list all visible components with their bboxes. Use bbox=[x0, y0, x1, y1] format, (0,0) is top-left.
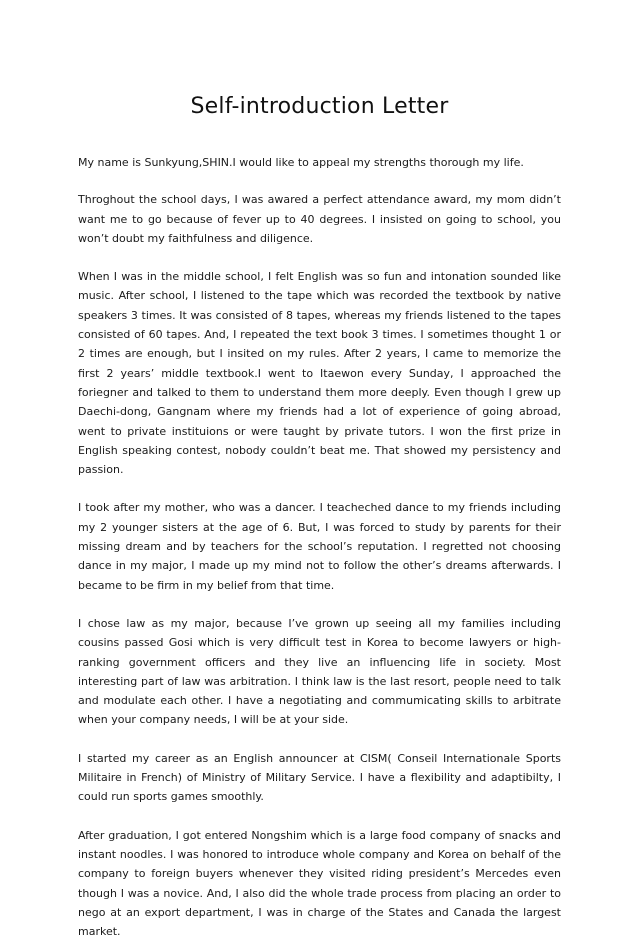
paragraph-middle-school: When I was in the middle school, I felt English was so fun and intonation sounded like music. After school, I listened to the tape which was recorded the textbook by native speakers 3 times. It was consisted of 8 tapes, whereas my friends listened to the tapes consisted of 60 tapes. And, I repeated the text book 3 times. I sometimes thought 1 or 2 times are enough, but I insited on my rules. After 2 years, I came to memorize the first 2 years’ middle textbook.I went to Itaewon every Sunday, I approached the foriegner and talked to them to understand them more deeply. Even though I grew up Daechi-dong, Gangnam where my friends had a lot of experience of going abroad, went to private instituions or were taught by private tutors. I won the first prize in English speaking contest, nobody couldn’t beat me. That showed my persistency and passion. bbox=[78, 270, 561, 477]
paragraph-nongshim: After graduation, I got entered Nongshim which is a large food company of snacks and instant noodles. I was honored to introduce whole company and Korea on behalf of the company to foreign buyers whenever they visited riding president’s Mercedes even though I was a novice. And, I also did the whole trade process from placing an order to nego at an export department, I was in charge of the States and Canada the largest market. bbox=[78, 828, 561, 939]
paragraph-law: I chose law as my major, because I’ve grown up seeing all my families including cousins passed Gosi which is very difficult test in Korea to become lawyers or high-ranking government officers and they live an influencing life in society. Most interesting part of law was arbitration. I think law is the last resort, people need to talk and modulate each other. I have a negotiating and commumicating skills to arbitrate when your company needs, I will be at your side. bbox=[78, 616, 561, 727]
paragraph-dance: I took after my mother, who was a dancer. I teacheched dance to my friends including my 2 younger sisters at the age of 6. But, I was forced to study by parents for their missing dream and by teachers for the school’s reputation. I regretted not choosing dance in my major, I made up my mind not to follow the other’s dreams afterwards. I became to be firm in my belief from that time. bbox=[78, 501, 561, 592]
paragraph-career: I started my career as an English announcer at CISM( Conseil Internationale Sports Militaire in French) of Ministry of Military Service. I have a flexibility and adaptibilty, I could run sports games smoothly. bbox=[78, 751, 561, 804]
paragraph-school-days: Throghout the school days, I was awared a perfect attendance award, my mom didn’t want me to go because of fever up to 40 degrees. I insisted on going to school, you won’t doubt my faithfulness and diligence. bbox=[78, 193, 561, 245]
paragraph-intro: My name is Sunkyung,SHIN.I would like to appeal my strengths thorough my life. bbox=[78, 156, 524, 169]
document-title: Self-introduction Letter bbox=[190, 94, 449, 119]
